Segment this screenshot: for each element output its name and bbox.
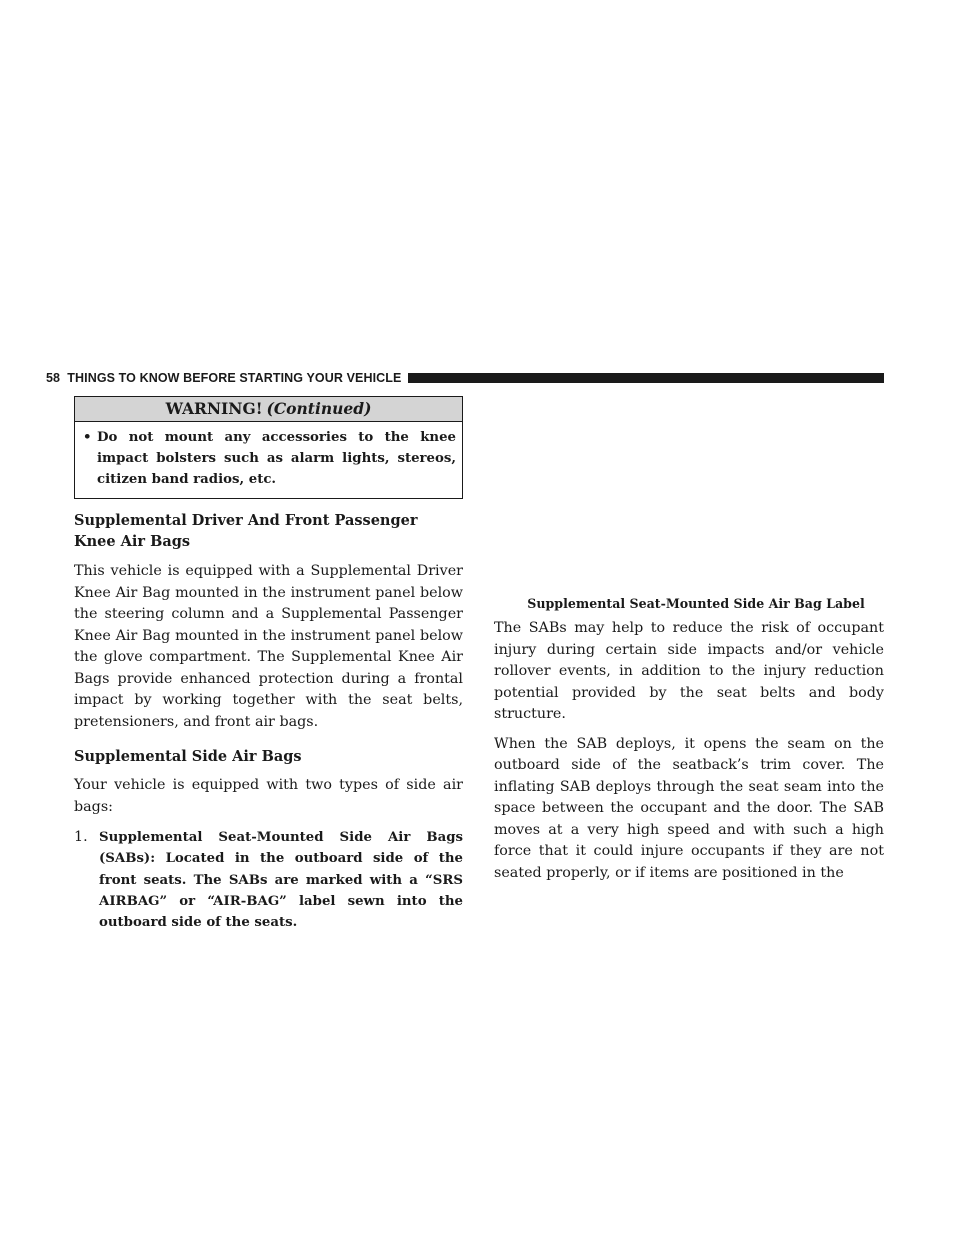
left-column bbox=[74, 396, 463, 933]
knee-airbag-heading: Supplemental Driver And Front Passenger Knee Air Bags bbox=[74, 512, 418, 550]
list-item-number: 1. bbox=[74, 829, 88, 845]
knee-airbag-paragraph: This vehicle is equipped with a Supplemental Driver Knee Air Bag mounted in the instrument panel below the steering column and a Supplemental Passenger Knee Air Bag mounted in the instrument panel below the glove compartment. The Supplemental Knee Air Bags provide enhanced protection during a frontal impact by working together with the seat belts, pretensioners, and front air bags. bbox=[74, 563, 463, 730]
sab-paragraph: The SABs may help to reduce the risk of occupant injury during certain side impacts and/or vehicle rollover events, in addition to the injury reduction potential provided by the seat belts and body structure. bbox=[494, 620, 884, 722]
warning-header bbox=[75, 397, 462, 422]
bullet-icon: • bbox=[83, 430, 92, 445]
section-title: THINGS TO KNOW BEFORE STARTING YOUR VEHICLE bbox=[67, 371, 402, 385]
page-header-text bbox=[46, 371, 401, 385]
page-header bbox=[46, 370, 884, 386]
side-airbag-paragraph: Your vehicle is equipped with two types of side air bags: bbox=[74, 777, 463, 815]
warning-body bbox=[75, 422, 462, 498]
header-rule bbox=[408, 373, 884, 383]
side-airbag-heading: Supplemental Side Air Bags bbox=[74, 748, 302, 765]
figure-caption: Supplemental Seat-Mounted Side Air Bag Label bbox=[527, 596, 865, 611]
page-number: 58 bbox=[46, 371, 61, 385]
sab-deploy-paragraph: When the SAB deploys, it opens the seam on the outboard side of the seatback’s trim cover. The inflating SAB deploys through the seat seam into the space between the occupant and the door. The SAB moves at a very high speed and with such a high force that it could injure occupants if they are not seated properly, or if items are positioned in the bbox=[494, 735, 884, 881]
list-item bbox=[74, 827, 463, 933]
right-column bbox=[494, 596, 884, 884]
list-item-text: Supplemental Seat-Mounted Side Air Bags (SABs): Located in the outboard side of the front seats. The SABs are marked with a “SRS AIRBAG” or “AIR-BAG” label sewn into the outboard side of the seats. bbox=[99, 830, 463, 931]
warning-item bbox=[83, 427, 456, 490]
warning-continued: (Continued) bbox=[266, 399, 372, 418]
warning-item-text: Do not mount any accessories to the knee impact bolsters such as alarm lights, stereos, citizen band radios, etc. bbox=[97, 430, 456, 487]
warning-title: WARNING! bbox=[165, 399, 263, 418]
warning-box bbox=[74, 396, 463, 499]
